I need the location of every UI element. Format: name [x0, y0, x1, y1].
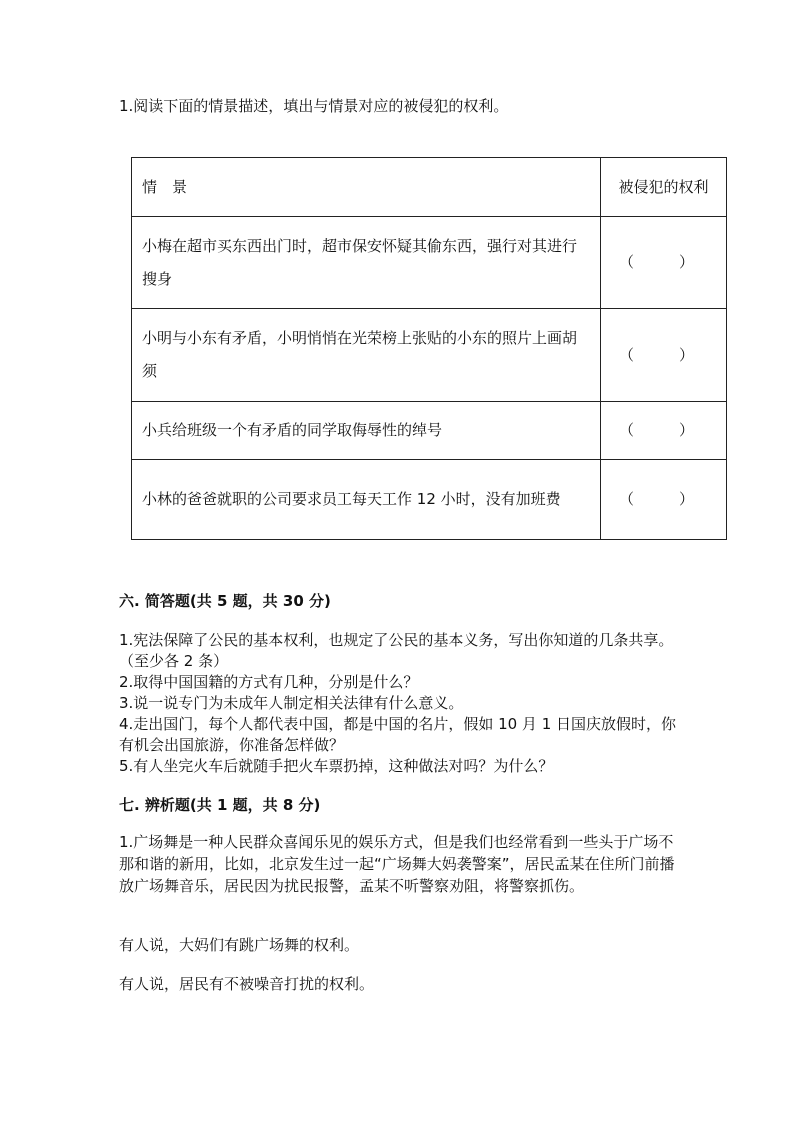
rights-table	[131, 157, 727, 540]
answer-blank[interactable]: （ ）	[601, 402, 727, 460]
question-item: 1.宪法保障了公民的基本权利，也规定了公民的基本义务，写出你知道的几条共享。（至少各 2 条）	[119, 631, 674, 670]
scene-cell: 小林的爸爸就职的公司要求员工每天工作 12 小时，没有加班费	[132, 460, 601, 540]
header-right: 被侵犯的权利	[601, 158, 727, 217]
table-row	[132, 460, 727, 540]
table-row	[132, 402, 727, 460]
answer-blank[interactable]: （ ）	[601, 309, 727, 402]
header-scene: 情 景	[132, 158, 601, 217]
question-item: 4.走出国门，每个人都代表中国，都是中国的名片，假如 10 月 1 日国庆放假时，你有机会出国旅游，你准备怎样做？	[119, 715, 677, 754]
table-row	[132, 309, 727, 402]
answer-blank[interactable]: （ ）	[601, 460, 727, 540]
section-7-title: 七. 辨析题(共 1 题，共 8 分)	[119, 796, 321, 814]
scene-cell: 小明与小东有矛盾，小明悄悄在光荣榜上张贴的小东的照片上画胡须	[132, 309, 601, 402]
section-7-paragraph: 1.广场舞是一种人民群众喜闻乐见的娱乐方式，但是我们也经常看到一些头于广场不那和谐的新用，比如，北京发生过一起“广场舞大妈袭警案”，居民孟某在住所门前播放广场舞音乐，居民因为扰民报警，孟某不听警察劝阻，将警察抓伤。	[119, 833, 675, 895]
section-7-line-1: 有人说，大妈们有跳广场舞的权利。	[119, 936, 360, 954]
section-7-line-2: 有人说，居民有不被噪音打扰的权利。	[119, 975, 375, 993]
answer-blank[interactable]: （ ）	[601, 217, 727, 309]
intro-question: 1.阅读下面的情景描述，填出与情景对应的被侵犯的权利。	[119, 97, 509, 115]
question-item: 3.说一说专门为未成年人制定相关法律有什么意义。	[119, 694, 464, 712]
question-item: 2.取得中国国籍的方式有几种，分别是什么？	[119, 673, 419, 691]
question-item: 5.有人坐完火车后就随手把火车票扔掉，这种做法对吗？为什么？	[119, 757, 554, 775]
table-header-row	[132, 158, 727, 217]
table-row	[132, 217, 727, 309]
section-6-questions	[119, 630, 679, 777]
scene-cell: 小梅在超市买东西出门时，超市保安怀疑其偷东西，强行对其进行搜身	[132, 217, 601, 309]
section-6-title: 六. 简答题(共 5 题，共 30 分)	[119, 592, 331, 610]
scene-cell: 小兵给班级一个有矛盾的同学取侮辱性的绰号	[132, 402, 601, 460]
